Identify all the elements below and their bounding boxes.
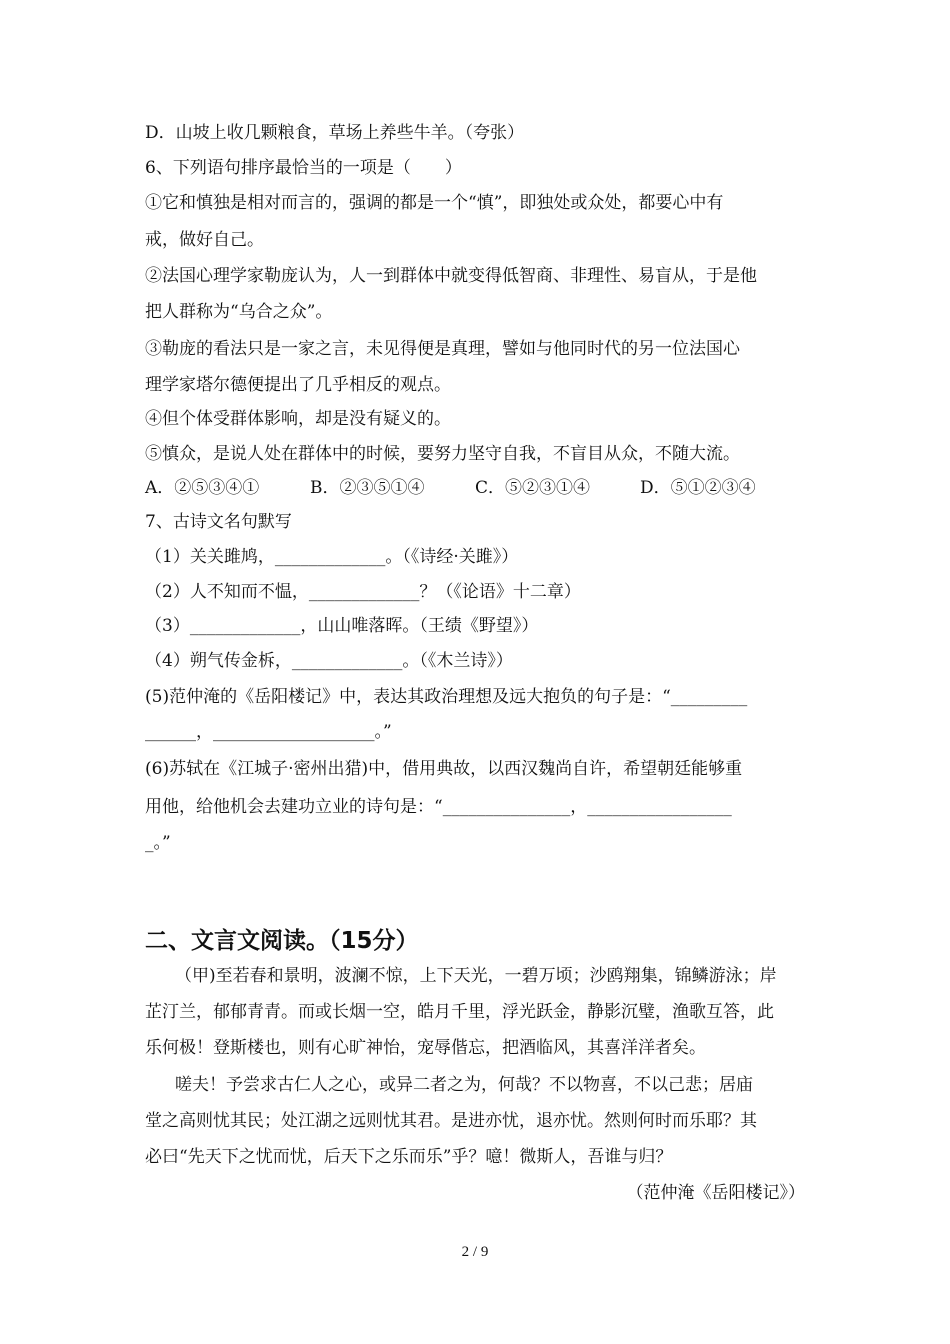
- sentence-4: ④但个体受群体影响，却是没有疑义的。: [145, 409, 451, 429]
- sentence-5: ⑤慎众，是说人处在群体中的时候，要努力坚守自我，不盲目从众，不随大流。: [145, 444, 740, 464]
- section-heading: 二、文言文阅读。（15分）: [145, 928, 419, 954]
- sentence-2-cont: 把人群称为“乌合之众”。: [145, 302, 333, 322]
- fill-blank-3: （3）_____________，山山唯落晖。（王绩《野望》）: [145, 616, 539, 636]
- passage-para-1-line-1: （甲)至若春和景明，波澜不惊，上下天光，一碧万顷；沙鸥翔集，锦鳞游泳；岸: [175, 966, 777, 986]
- answer-options: [145, 477, 756, 499]
- fill-blank-5-cont: ______，___________________。”: [145, 722, 392, 742]
- sentence-1-cont: 戒，做好自己。: [145, 230, 264, 250]
- passage-para-1-line-3: 乐何极！登斯楼也，则有心旷神怡，宠辱偕忘，把酒临风，其喜洋洋者矣。: [145, 1038, 706, 1058]
- sentence-1: ①它和慎独是相对而言的，强调的都是一个“慎”，即独处或众处，都要心中有: [145, 193, 724, 213]
- question-7-stem: 7、古诗文名句默写: [145, 512, 292, 532]
- question-6-stem: 6、下列语句排序最恰当的一项是（ ）: [145, 158, 462, 178]
- passage-para-2-line-2: 堂之高则忧其民；处江湖之远则忧其君。是进亦忧，退亦忧。然则何时而乐耶？其: [145, 1111, 757, 1131]
- page-number: 2 / 9: [461, 1244, 489, 1260]
- fill-blank-6-cont: 用他，给他机会去建功立业的诗句是：“_______________，_________________: [145, 797, 732, 817]
- passage-para-2-line-1: 嗟夫！予尝求古仁人之心，或异二者之为，何哉？不以物喜，不以己悲；居庙: [175, 1075, 753, 1095]
- fill-blank-6: (6)苏轼在《江城子·密州出猎)中，借用典故，以西汉魏尚自许，希望朝廷能够重: [145, 759, 743, 779]
- option-a: A．②⑤③④①: [145, 478, 260, 498]
- fill-blank-4: （4）朔气传金柝，_____________。（《木兰诗》）: [145, 651, 513, 671]
- fill-blank-6-end: _。”: [145, 833, 171, 853]
- option-b: B．②③⑤①④: [310, 478, 425, 498]
- sentence-3-cont: 理学家塔尔德便提出了几乎相反的观点。: [145, 375, 451, 395]
- option-d: D．⑤①②③④: [640, 478, 756, 498]
- passage-para-1-line-2: 芷汀兰，郁郁青青。而或长烟一空，皓月千里，浮光跃金，静影沉璧，渔歌互答，此: [145, 1002, 774, 1022]
- sentence-2: ②法国心理学家勒庞认为，人一到群体中就变得低智商、非理性、易盲从，于是他: [145, 266, 757, 286]
- passage-para-2-line-3: 必曰“先天下之忧而忧，后天下之乐而乐”乎？噫！微斯人，吾谁与归？: [145, 1147, 673, 1167]
- option-c: C．⑤②③①④: [475, 478, 591, 498]
- fill-blank-2: （2）人不知而不愠，_____________？（《论语》十二章）: [145, 582, 581, 602]
- passage-source: （范仲淹《岳阳楼记》）: [626, 1183, 805, 1203]
- option-d-text: D．山坡上收几颗粮食，草场上养些牛羊。（夸张）: [145, 123, 525, 143]
- fill-blank-1: （1）关关雎鸠，_____________。（《诗经·关雎》）: [145, 547, 519, 567]
- fill-blank-5: (5)范仲淹的《岳阳楼记》中，表达其政治理想及远大抱负的句子是：“_________: [145, 687, 748, 707]
- sentence-3: ③勒庞的看法只是一家之言，未见得便是真理，譬如与他同时代的另一位法国心: [145, 339, 740, 359]
